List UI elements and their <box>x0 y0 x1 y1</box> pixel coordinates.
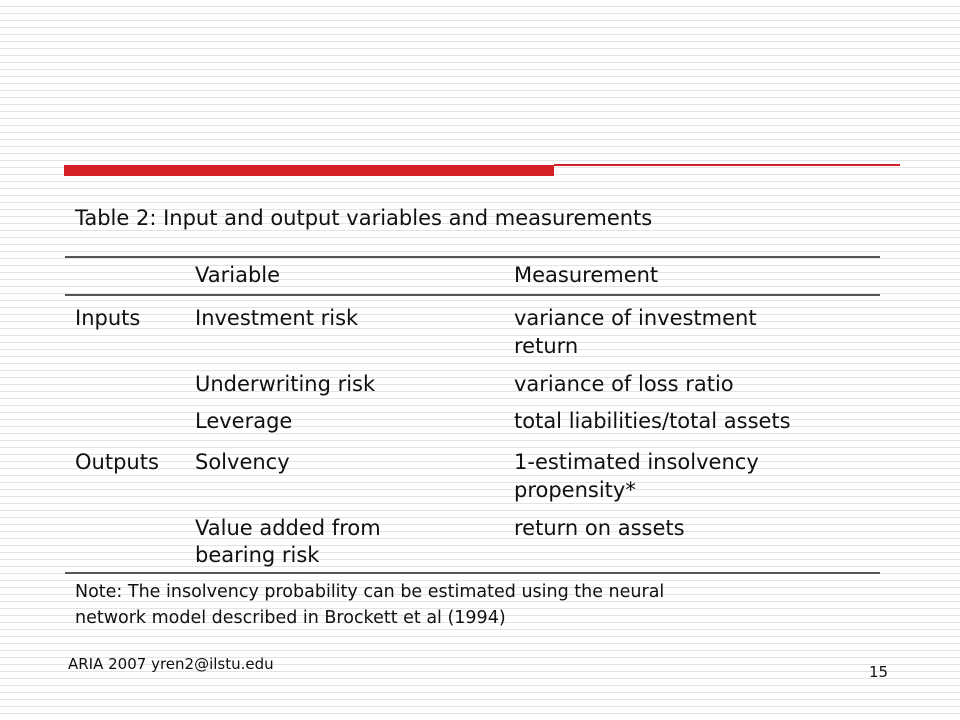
table-header-rule <box>65 294 880 296</box>
table-bottom-rule <box>65 572 880 574</box>
accent-line <box>554 164 900 166</box>
variable-leverage: Leverage <box>195 409 293 433</box>
measurement-solvency-line1: 1-estimated insolvency <box>514 450 759 474</box>
variable-value-added-line2: bearing risk <box>195 543 320 567</box>
measurement-investment-risk-line1: variance of investment <box>514 306 757 330</box>
row-group-outputs: Outputs <box>75 450 159 474</box>
variable-solvency: Solvency <box>195 450 290 474</box>
footer-text: ARIA 2007 yren2@ilstu.edu <box>68 655 274 673</box>
table-note-line2: network model described in Brockett et al (1994) <box>75 608 506 628</box>
row-group-inputs: Inputs <box>75 306 141 330</box>
measurement-value-added: return on assets <box>514 516 685 540</box>
variable-value-added-line1: Value added from <box>195 516 381 540</box>
table-caption: Table 2: Input and output variables and measurements <box>75 206 653 230</box>
measurement-investment-risk-line2: return <box>514 334 579 358</box>
measurement-leverage: total liabilities/total assets <box>514 409 791 433</box>
measurement-solvency-line2: propensity* <box>514 478 636 502</box>
header-measurement: Measurement <box>514 263 659 287</box>
accent-bar <box>64 165 554 176</box>
variable-investment-risk: Investment risk <box>195 306 359 330</box>
measurement-underwriting-risk: variance of loss ratio <box>514 372 734 396</box>
table-note-line1: Note: The insolvency probability can be estimated using the neural <box>75 582 665 602</box>
page-number: 15 <box>869 663 889 681</box>
header-variable: Variable <box>195 263 281 287</box>
table-note <box>75 579 865 631</box>
variable-underwriting-risk: Underwriting risk <box>195 372 376 396</box>
table-top-rule <box>65 256 880 258</box>
